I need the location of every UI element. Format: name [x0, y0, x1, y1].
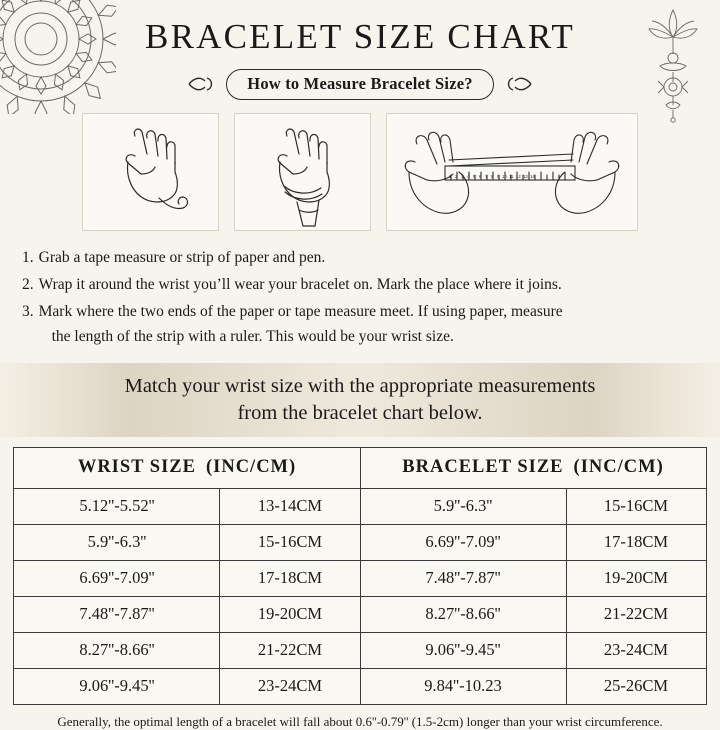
illustration-hand-with-paper-strip	[234, 113, 371, 231]
banner-line-1: Match your wrist size with the appropriate measurements	[124, 374, 596, 397]
cell-wrist-inch: 8.27''-8.66''	[14, 633, 220, 669]
cell-bracelet-inch: 9.06''-9.45''	[360, 633, 566, 669]
svg-text:10: 10	[502, 173, 507, 179]
bracelet-size-header-unit: (INC/CM)	[573, 457, 664, 478]
bracelet-size-header	[360, 448, 706, 489]
svg-text:7: 7	[485, 173, 488, 179]
cell-wrist-cm: 19-20CM	[220, 597, 360, 633]
cell-bracelet-cm: 23-24CM	[566, 633, 706, 669]
step-text	[39, 299, 698, 349]
cell-bracelet-cm: 25-26CM	[566, 669, 706, 705]
svg-text:14: 14	[530, 173, 535, 179]
banner-line-2: from the bracelet chart below.	[237, 401, 483, 424]
cell-bracelet-inch: 6.69''-7.09''	[360, 525, 566, 561]
footnote: Generally, the optimal length of a bracelet will fall about 0.6''-0.79'' (1.5-2cm) longer than your wrist circumference.	[57, 714, 663, 730]
list-item	[22, 272, 698, 297]
right-flourish-icon	[503, 73, 533, 95]
cell-bracelet-inch: 5.9''-6.3''	[360, 489, 566, 525]
table-header-row	[14, 448, 706, 489]
step-number: 2.	[22, 275, 34, 293]
wrist-size-header-unit: (INC/CM)	[205, 457, 297, 478]
svg-text:5: 5	[473, 173, 476, 179]
table-row	[14, 489, 706, 525]
cell-wrist-cm: 15-16CM	[220, 525, 360, 561]
cell-bracelet-cm: 21-22CM	[566, 597, 706, 633]
left-flourish-icon	[187, 73, 217, 95]
svg-text:8: 8	[491, 173, 494, 179]
list-item	[22, 299, 698, 349]
match-banner	[0, 363, 720, 437]
bracelet-size-header-label: BRACELET SIZE	[402, 457, 564, 478]
cell-bracelet-cm: 17-18CM	[566, 525, 706, 561]
size-table	[13, 447, 706, 705]
svg-text:1: 1	[449, 173, 452, 179]
step-text-line2: the length of the strip with a ruler. This would be your wrist size.	[51, 327, 454, 345]
cell-wrist-inch: 9.06''-9.45''	[14, 669, 220, 705]
subtitle-row	[0, 69, 720, 100]
cell-wrist-cm: 23-24CM	[220, 669, 360, 705]
cell-wrist-cm: 21-22CM	[220, 633, 360, 669]
cell-bracelet-cm: 19-20CM	[566, 561, 706, 597]
wrist-size-header	[14, 448, 360, 489]
svg-text:2: 2	[455, 173, 458, 179]
table-row	[14, 561, 706, 597]
cell-wrist-inch: 6.69''-7.09''	[14, 561, 220, 597]
cell-wrist-inch: 5.12''-5.52''	[14, 489, 220, 525]
cell-bracelet-inch: 7.48''-7.87''	[360, 561, 566, 597]
svg-text:11: 11	[509, 173, 514, 179]
step-text: Grab a tape measure or strip of paper and pen.	[38, 248, 326, 266]
step-number: 1.	[22, 248, 34, 266]
cell-wrist-inch: 7.48''-7.87''	[14, 597, 220, 633]
measure-steps-list	[22, 245, 698, 349]
illustration-hand-with-tape-measure	[82, 113, 219, 231]
table-row	[14, 669, 706, 705]
cell-bracelet-cm: 15-16CM	[566, 489, 706, 525]
svg-text:4: 4	[467, 173, 470, 179]
cell-wrist-cm: 13-14CM	[220, 489, 360, 525]
step-text-line1: Mark where the two ends of the paper or tape measure meet. If using paper, measure	[38, 302, 563, 320]
svg-text:9: 9	[497, 173, 500, 179]
table-row	[14, 525, 706, 561]
step-text: Wrap it around the wrist you’ll wear your bracelet on. Mark the place where it joins.	[38, 275, 562, 293]
svg-text:6: 6	[479, 173, 482, 179]
cell-wrist-inch: 5.9''-6.3''	[14, 525, 220, 561]
subtitle-pill: How to Measure Bracelet Size?	[226, 69, 493, 100]
page-title: BRACELET SIZE CHART	[145, 17, 575, 56]
svg-text:12: 12	[516, 173, 521, 179]
illustration-row	[0, 113, 720, 231]
svg-text:3: 3	[461, 173, 464, 179]
table-row	[14, 597, 706, 633]
step-number: 3.	[22, 302, 34, 320]
wrist-size-header-label: WRIST SIZE	[77, 457, 196, 478]
list-item	[22, 245, 698, 270]
table-row	[14, 633, 706, 669]
cell-bracelet-inch: 8.27''-8.66''	[360, 597, 566, 633]
illustration-hands-measuring-with-ruler	[386, 113, 638, 231]
cell-bracelet-inch: 9.84''-10.23	[360, 669, 566, 705]
svg-text:13: 13	[523, 173, 528, 179]
cell-wrist-cm: 17-18CM	[220, 561, 360, 597]
